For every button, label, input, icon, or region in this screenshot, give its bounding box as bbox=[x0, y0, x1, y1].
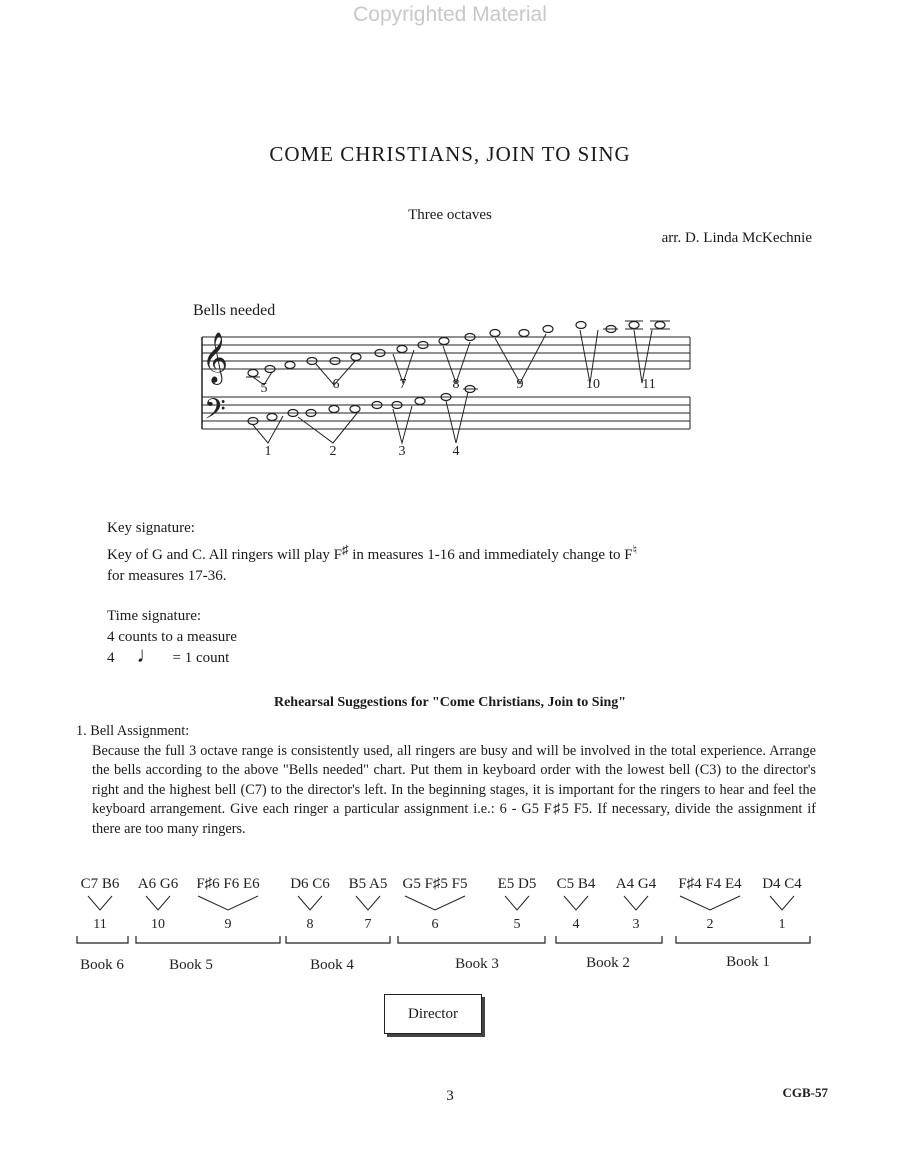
assignment-connector bbox=[146, 896, 170, 910]
assignment-number: 6 bbox=[431, 917, 439, 932]
assignment-number: 11 bbox=[93, 917, 107, 932]
treble-number: 6 bbox=[332, 377, 340, 392]
book-label: Book 3 bbox=[455, 956, 499, 972]
bass-number: 3 bbox=[398, 444, 406, 459]
assignment-notes: C7 B6 bbox=[80, 876, 120, 892]
rehearsal-title: Rehearsal Suggestions for "Come Christians, Join to Sing" bbox=[273, 695, 627, 710]
assignment-notes: G5 F♯5 F5 bbox=[402, 876, 468, 892]
assignment-notes: D4 C4 bbox=[762, 876, 802, 892]
time-equals: = 1 count bbox=[172, 650, 230, 666]
bell-assignment-section bbox=[76, 722, 816, 839]
key-signature-block bbox=[107, 518, 807, 587]
quarter-note-icon: ♩ bbox=[136, 642, 159, 667]
assignment-notes: F♯6 F6 E6 bbox=[196, 876, 260, 892]
book-label: Book 5 bbox=[169, 957, 213, 973]
assignment-connector bbox=[405, 896, 465, 910]
assignment-connector bbox=[770, 896, 794, 910]
assignment-number: 4 bbox=[572, 917, 580, 932]
assignment-connector bbox=[198, 896, 258, 910]
catalog-code: CGB-57 bbox=[782, 1085, 828, 1100]
page-number: 3 bbox=[446, 1088, 454, 1104]
assignment-connector bbox=[88, 896, 112, 910]
time-signature-line2 bbox=[107, 642, 507, 669]
assignment-connector bbox=[624, 896, 648, 910]
svg-text:𝄢: 𝄢 bbox=[204, 393, 226, 433]
time-signature-line1: 4 counts to a measure bbox=[107, 629, 237, 645]
book-label: Book 1 bbox=[726, 954, 770, 970]
assignment-notes: A4 G4 bbox=[615, 876, 657, 892]
bass-number: 2 bbox=[329, 444, 337, 459]
bass-number: 1 bbox=[264, 444, 272, 459]
assignment-notes: B5 A5 bbox=[348, 876, 388, 892]
treble-number: 5 bbox=[260, 381, 268, 396]
assignment-connector bbox=[505, 896, 529, 910]
watermark: Copyrighted Material bbox=[353, 3, 547, 26]
key-text: in measures 1-16 and immediately change to F bbox=[348, 547, 633, 563]
assignment-number: 2 bbox=[706, 917, 714, 932]
key-signature-line2: for measures 17-36. bbox=[107, 568, 227, 584]
book-label: Book 2 bbox=[586, 955, 630, 971]
arranger-credit: arr. D. Linda McKechnie bbox=[661, 230, 812, 246]
natural-icon: ♮ bbox=[632, 542, 638, 557]
assignment-number: 5 bbox=[513, 917, 521, 932]
assignment-notes: F♯4 F4 E4 bbox=[678, 876, 742, 892]
treble-number: 7 bbox=[399, 377, 407, 392]
assignment-number: 10 bbox=[151, 917, 165, 932]
bell-assignment-body: Because the full 3 octave range is consistently used, all ringers are busy and will be involved in the total experience. Arrange the bells according to the above "Bells needed" chart. Put them in keyboard order with the lowest bell (C3) to the director's right and the highest bell (C7) to the director's left. In the beginning stages, it is important for the ringers to hear and feel the keyboard arrangement. Give each ringer a particular assignment i.e.: 6 - G5 F♯5 F5. If necessary, divide the assignment if there are too many ringers. bbox=[92, 742, 816, 837]
page-title: COME CHRISTIANS, JOIN TO SING bbox=[269, 142, 631, 166]
time-count: 4 bbox=[107, 650, 115, 666]
bells-needed-chart bbox=[188, 320, 693, 460]
bell-assignment-heading: 1. Bell Assignment: bbox=[76, 723, 190, 739]
assignment-number: 7 bbox=[364, 917, 372, 932]
treble-number: 8 bbox=[452, 377, 460, 392]
assignment-connector bbox=[564, 896, 588, 910]
director-label: Director bbox=[408, 1005, 458, 1022]
subtitle: Three octaves bbox=[408, 207, 492, 223]
key-signature-heading: Key signature: bbox=[107, 520, 195, 536]
book-label: Book 4 bbox=[310, 957, 354, 973]
book-label: Book 6 bbox=[80, 957, 124, 973]
time-signature-block bbox=[107, 606, 507, 669]
assignment-connector bbox=[298, 896, 322, 910]
assignment-notes: D6 C6 bbox=[290, 876, 330, 892]
assignment-diagram bbox=[70, 868, 820, 978]
time-signature-heading: Time signature: bbox=[107, 608, 202, 624]
treble-number: 10 bbox=[586, 377, 600, 392]
assignment-connector bbox=[680, 896, 740, 910]
treble-number: 9 bbox=[516, 377, 524, 392]
key-signature-line bbox=[107, 539, 807, 566]
treble-number: 11 bbox=[642, 377, 656, 392]
assignment-notes: C5 B4 bbox=[556, 876, 596, 892]
svg-text:𝄞: 𝄞 bbox=[202, 332, 229, 383]
assignment-number: 8 bbox=[306, 917, 314, 932]
assignment-number: 9 bbox=[224, 917, 232, 932]
assignment-notes: E5 D5 bbox=[497, 876, 537, 892]
bass-number: 4 bbox=[452, 444, 460, 459]
assignment-notes: A6 G6 bbox=[137, 876, 179, 892]
key-text: Key of G and C. All ringers will play F bbox=[107, 547, 342, 563]
assignment-number: 3 bbox=[632, 917, 640, 932]
bells-needed-label: Bells needed bbox=[193, 302, 276, 319]
bass-clef-icon bbox=[204, 393, 226, 433]
assignment-number: 1 bbox=[778, 917, 786, 932]
treble-clef-icon bbox=[202, 332, 228, 385]
sharp-icon: ♯ bbox=[341, 542, 349, 557]
assignment-connector bbox=[356, 896, 380, 910]
director-box bbox=[384, 994, 482, 1034]
